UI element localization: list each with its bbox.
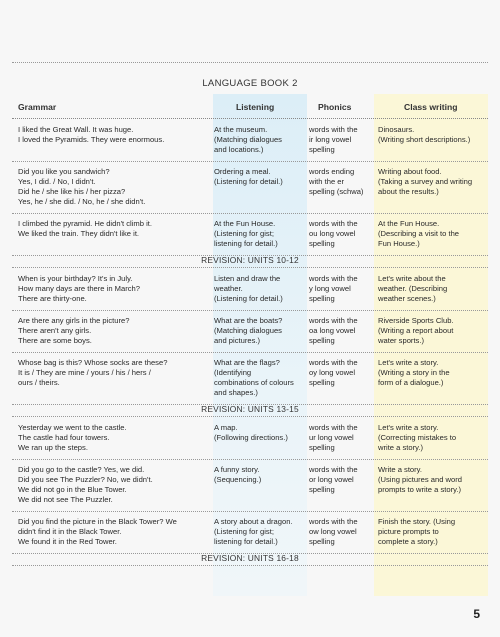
cell-line: weather scenes.) bbox=[378, 294, 436, 303]
listening-cell bbox=[214, 125, 306, 155]
cell-line: prompts to write a story.) bbox=[378, 485, 461, 494]
cell-line: ir long vowel bbox=[309, 135, 352, 144]
cell-line: picture prompts to bbox=[378, 527, 439, 536]
revision-label: REVISION: UNITS 13-15 bbox=[12, 404, 488, 417]
table-row bbox=[12, 310, 488, 353]
header-phonics: Phonics bbox=[318, 102, 352, 112]
cell-line: Dinosaurs. bbox=[378, 125, 415, 134]
cell-line: It is / They are mine / yours / his / hers / bbox=[18, 368, 151, 377]
cell-line: There are thirty-one. bbox=[18, 294, 87, 303]
listening-cell bbox=[214, 167, 306, 187]
class-writing-cell bbox=[378, 423, 486, 453]
cell-line: ur long vowel bbox=[309, 433, 354, 442]
cell-line: Did you like you sandwich? bbox=[18, 167, 110, 176]
cell-line: words with the bbox=[309, 358, 358, 367]
cell-line: and pictures.) bbox=[214, 336, 261, 345]
cell-line: about the results.) bbox=[378, 187, 439, 196]
header-grammar: Grammar bbox=[18, 102, 57, 112]
cell-line: Ordering a meal. bbox=[214, 167, 271, 176]
cell-line: spelling bbox=[309, 485, 335, 494]
header-row bbox=[12, 94, 488, 119]
table-row bbox=[12, 213, 488, 256]
cell-line: Let's write a story. bbox=[378, 358, 439, 367]
cell-line: (Sequencing.) bbox=[214, 475, 262, 484]
cell-line: and shapes.) bbox=[214, 388, 258, 397]
table-row bbox=[12, 268, 488, 311]
grammar-cell bbox=[18, 219, 206, 239]
cell-line: Fun House.) bbox=[378, 239, 420, 248]
class-writing-cell bbox=[378, 274, 486, 304]
cell-line: Did he / she like his / her pizza? bbox=[18, 187, 126, 196]
cell-line: Did you go to the castle? Yes, we did. bbox=[18, 465, 145, 474]
cell-line: At the Fun House. bbox=[214, 219, 276, 228]
grammar-cell bbox=[18, 274, 206, 304]
cell-line: (Following directions.) bbox=[214, 433, 288, 442]
cell-line: words with the bbox=[309, 465, 358, 474]
cell-line: Yesterday we went to the castle. bbox=[18, 423, 127, 432]
cell-line: oy long vowel bbox=[309, 368, 356, 377]
table-row bbox=[12, 417, 488, 460]
header-class-writing: Class writing bbox=[404, 102, 458, 112]
cell-line: oa long vowel bbox=[309, 326, 356, 335]
book-title: LANGUAGE BOOK 2 bbox=[202, 78, 298, 89]
cell-line: listening for detail.) bbox=[214, 537, 278, 546]
phonics-cell bbox=[309, 465, 371, 495]
page-number: 5 bbox=[473, 607, 480, 621]
cell-line: What are the flags? bbox=[214, 358, 280, 367]
cell-line: Are there any girls in the picture? bbox=[18, 316, 130, 325]
cell-line: Did you see The Puzzler? No, we didn't. bbox=[18, 475, 153, 484]
cell-line: ours / theirs. bbox=[18, 378, 60, 387]
grammar-cell bbox=[18, 517, 206, 547]
class-writing-cell bbox=[378, 465, 486, 495]
listening-cell bbox=[214, 517, 306, 547]
cell-line: Riverside Sports Club. bbox=[378, 316, 454, 325]
cell-line: I loved the Pyramids. They were enormous. bbox=[18, 135, 165, 144]
class-writing-cell bbox=[378, 517, 486, 547]
cell-line: We did not see The Puzzler. bbox=[18, 495, 113, 504]
cell-line: At the museum. bbox=[214, 125, 268, 134]
cell-line: weather. bbox=[214, 284, 243, 293]
cell-line: or long vowel bbox=[309, 475, 354, 484]
grammar-cell bbox=[18, 316, 206, 346]
phonics-cell bbox=[309, 423, 371, 453]
cell-line: We ran up the steps. bbox=[18, 443, 88, 452]
phonics-cell bbox=[309, 125, 371, 155]
cell-line: spelling bbox=[309, 443, 335, 452]
cell-line: A funny story. bbox=[214, 465, 260, 474]
cell-line: How many days are there in March? bbox=[18, 284, 140, 293]
cell-line: listening for detail.) bbox=[214, 239, 278, 248]
cell-line: (Listening for gist; bbox=[214, 229, 274, 238]
cell-line: A story about a dragon. bbox=[214, 517, 293, 526]
cell-line: spelling bbox=[309, 336, 335, 345]
cell-line: I climbed the pyramid. He didn't climb it. bbox=[18, 219, 152, 228]
cell-line: spelling (schwa) bbox=[309, 187, 364, 196]
cell-line: (Describing a visit to the bbox=[378, 229, 460, 238]
class-writing-cell bbox=[378, 358, 486, 388]
cell-line: (Writing a story in the bbox=[378, 368, 450, 377]
phonics-cell bbox=[309, 274, 371, 304]
cell-line: words with the bbox=[309, 517, 358, 526]
cell-line: spelling bbox=[309, 239, 335, 248]
cell-line: spelling bbox=[309, 378, 335, 387]
cell-line: ow long vowel bbox=[309, 527, 357, 536]
cell-line: We liked the train. They didn't like it. bbox=[18, 229, 140, 238]
cell-line: Yes, I did. / No, I didn't. bbox=[18, 177, 96, 186]
cell-line: (Listening for gist; bbox=[214, 527, 274, 536]
cell-line: Whose bag is this? Whose socks are these? bbox=[18, 358, 168, 367]
grammar-cell bbox=[18, 167, 206, 207]
header-listening: Listening bbox=[236, 102, 275, 112]
listening-cell bbox=[214, 316, 306, 346]
table-row bbox=[12, 352, 488, 405]
cell-line: (Listening for detail.) bbox=[214, 177, 283, 186]
cell-line: Finish the story. (Using bbox=[378, 517, 456, 526]
grammar-cell bbox=[18, 358, 206, 388]
cell-line: When is your birthday? It's in July. bbox=[18, 274, 133, 283]
cell-line: (Listening for detail.) bbox=[214, 294, 283, 303]
phonics-cell bbox=[309, 517, 371, 547]
cell-line: words with the bbox=[309, 274, 358, 283]
phonics-cell bbox=[309, 358, 371, 388]
cell-line: words with the bbox=[309, 316, 358, 325]
cell-line: (Matching dialogues bbox=[214, 135, 282, 144]
cell-line: What are the boats? bbox=[214, 316, 283, 325]
cell-line: complete a story.) bbox=[378, 537, 438, 546]
cell-line: words with the bbox=[309, 219, 358, 228]
cell-line: Writing about food. bbox=[378, 167, 442, 176]
cell-line: didn't find it in the Black Tower. bbox=[18, 527, 122, 536]
cell-line: (Matching dialogues bbox=[214, 326, 282, 335]
grammar-cell bbox=[18, 465, 206, 505]
cell-line: write a story.) bbox=[378, 443, 424, 452]
cell-line: with the er bbox=[309, 177, 345, 186]
cell-line: (Correcting mistakes to bbox=[378, 433, 457, 442]
listening-cell bbox=[214, 423, 306, 443]
top-divider bbox=[12, 62, 488, 63]
cell-line: spelling bbox=[309, 537, 335, 546]
cell-line: weather. (Describing bbox=[378, 284, 448, 293]
cell-line: words with the bbox=[309, 125, 358, 134]
cell-line: ou long vowel bbox=[309, 229, 356, 238]
class-writing-cell bbox=[378, 125, 486, 145]
cell-line: Let's write about the bbox=[378, 274, 446, 283]
cell-line: (Taking a survey and writing bbox=[378, 177, 473, 186]
cell-line: There aren't any girls. bbox=[18, 326, 92, 335]
cell-line: water sports.) bbox=[378, 336, 424, 345]
cell-line: (Using pictures and word bbox=[378, 475, 462, 484]
cell-line: Let's write a story. bbox=[378, 423, 439, 432]
cell-line: There are some boys. bbox=[18, 336, 92, 345]
phonics-cell bbox=[309, 219, 371, 249]
cell-line: Did you find the picture in the Black Tower? We bbox=[18, 517, 177, 526]
cell-line: spelling bbox=[309, 145, 335, 154]
table-row bbox=[12, 119, 488, 162]
cell-line: (Writing a report about bbox=[378, 326, 454, 335]
cell-line: (Writing short descriptions.) bbox=[378, 135, 471, 144]
cell-line: At the Fun House. bbox=[378, 219, 440, 228]
table-row bbox=[12, 511, 488, 554]
cell-line: and locations.) bbox=[214, 145, 264, 154]
cell-line: words with the bbox=[309, 423, 358, 432]
cell-line: We did not go in the Blue Tower. bbox=[18, 485, 127, 494]
grammar-cell bbox=[18, 125, 206, 145]
cell-line: The castle had four towers. bbox=[18, 433, 110, 442]
listening-cell bbox=[214, 358, 306, 398]
listening-cell bbox=[214, 219, 306, 249]
class-writing-cell bbox=[378, 316, 486, 346]
grammar-cell bbox=[18, 423, 206, 453]
cell-line: form of a dialogue.) bbox=[378, 378, 444, 387]
phonics-cell bbox=[309, 167, 371, 197]
listening-cell bbox=[214, 465, 306, 485]
cell-line: Yes, he / she did. / No, he / she didn't. bbox=[18, 197, 146, 206]
cell-line: (Identifying bbox=[214, 368, 252, 377]
cell-line: A map. bbox=[214, 423, 238, 432]
class-writing-cell bbox=[378, 219, 486, 249]
class-writing-cell bbox=[378, 167, 486, 197]
revision-label: REVISION: UNITS 10-12 bbox=[12, 255, 488, 268]
table-row bbox=[12, 459, 488, 512]
listening-cell bbox=[214, 274, 306, 304]
cell-line: combinations of colours bbox=[214, 378, 294, 387]
cell-line: y long vowel bbox=[309, 284, 351, 293]
table-row bbox=[12, 161, 488, 214]
cell-line: Write a story. bbox=[378, 465, 423, 474]
syllabus-table bbox=[12, 94, 488, 596]
revision-label: REVISION: UNITS 16-18 bbox=[12, 553, 488, 566]
cell-line: We found it in the Red Tower. bbox=[18, 537, 117, 546]
cell-line: I liked the Great Wall. It was huge. bbox=[18, 125, 134, 134]
phonics-cell bbox=[309, 316, 371, 346]
cell-line: Listen and draw the bbox=[214, 274, 281, 283]
cell-line: spelling bbox=[309, 294, 335, 303]
cell-line: words ending bbox=[309, 167, 355, 176]
